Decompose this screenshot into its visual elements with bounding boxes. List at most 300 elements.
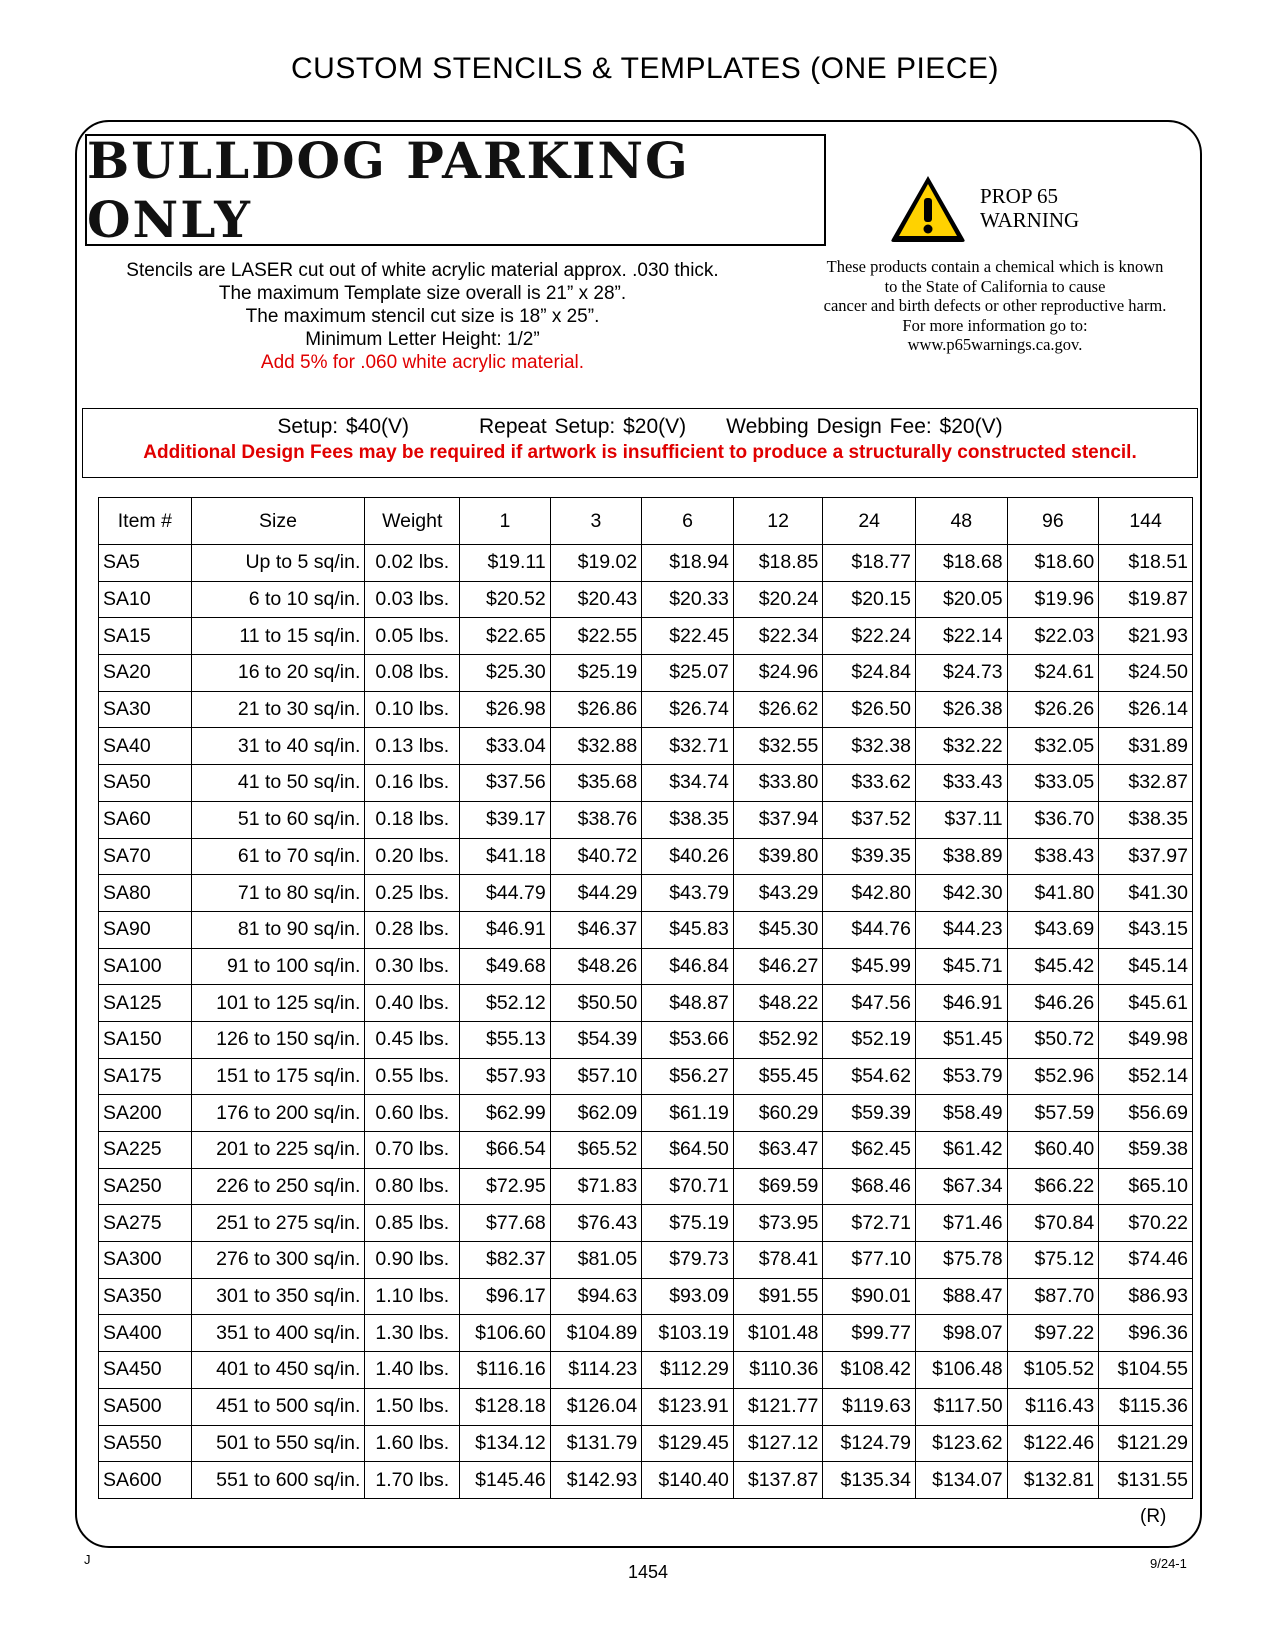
price-cell: $103.19 (642, 1315, 734, 1352)
price-cell: $82.37 (460, 1242, 551, 1279)
price-cell: $20.33 (642, 581, 734, 618)
price-cell: $121.77 (733, 1388, 822, 1425)
table-row (99, 1242, 1193, 1279)
price-cell: $121.29 (1099, 1425, 1193, 1462)
table-row (99, 1388, 1193, 1425)
price-cell: $26.74 (642, 691, 734, 728)
weight-cell: 0.30 lbs. (365, 948, 460, 985)
price-cell: $106.48 (916, 1352, 1008, 1389)
price-cell: $31.89 (1099, 728, 1193, 765)
price-cell: $116.43 (1007, 1388, 1099, 1425)
size-cell: Up to 5 sq/in. (191, 545, 365, 582)
price-cell: $45.30 (733, 911, 822, 948)
size-cell: 61 to 70 sq/in. (191, 838, 365, 875)
price-cell: $60.40 (1007, 1132, 1099, 1169)
item-number-cell: SA250 (99, 1168, 192, 1205)
item-number-cell: SA225 (99, 1132, 192, 1169)
price-cell: $46.27 (733, 948, 822, 985)
price-cell: $44.29 (550, 875, 642, 912)
price-cell: $75.78 (916, 1242, 1008, 1279)
size-cell: 226 to 250 sq/in. (191, 1168, 365, 1205)
price-cell: $96.17 (460, 1278, 551, 1315)
item-number-cell: SA275 (99, 1205, 192, 1242)
warning-triangle-icon (888, 172, 968, 244)
header-weight: Weight (365, 498, 460, 545)
price-cell: $26.86 (550, 691, 642, 728)
price-cell: $61.42 (916, 1132, 1008, 1169)
item-number-cell: SA450 (99, 1352, 192, 1389)
price-cell: $35.68 (550, 765, 642, 802)
item-number-cell: SA30 (99, 691, 192, 728)
spec-line: The maximum Template size overall is 21” x 28”. (218, 283, 627, 304)
price-cell: $55.45 (733, 1058, 822, 1095)
size-cell: 11 to 15 sq/in. (191, 618, 365, 655)
size-cell: 276 to 300 sq/in. (191, 1242, 365, 1279)
price-cell: $70.71 (642, 1168, 734, 1205)
size-cell: 251 to 275 sq/in. (191, 1205, 365, 1242)
price-cell: $32.71 (642, 728, 734, 765)
setup-fee: Setup: $40(V) (277, 415, 409, 438)
price-cell: $115.36 (1099, 1388, 1193, 1425)
spec-note: Add 5% for .060 white acrylic material. (260, 352, 585, 373)
price-cell: $137.87 (733, 1462, 822, 1499)
price-cell: $70.22 (1099, 1205, 1193, 1242)
price-cell: $106.60 (460, 1315, 551, 1352)
price-cell: $112.29 (642, 1352, 734, 1389)
price-cell: $26.98 (460, 691, 551, 728)
price-cell: $127.12 (733, 1425, 822, 1462)
weight-cell: 0.25 lbs. (365, 875, 460, 912)
price-cell: $39.35 (823, 838, 916, 875)
price-cell: $64.50 (642, 1132, 734, 1169)
registered-mark: (R) (1140, 1506, 1167, 1527)
price-cell: $40.72 (550, 838, 642, 875)
price-cell: $39.17 (460, 801, 551, 838)
price-cell: $19.11 (460, 545, 551, 582)
header-qty-1: 1 (460, 498, 551, 545)
price-cell: $124.79 (823, 1425, 916, 1462)
table-row (99, 1021, 1193, 1058)
price-cell: $42.80 (823, 875, 916, 912)
price-cell: $98.07 (916, 1315, 1008, 1352)
price-cell: $52.19 (823, 1021, 916, 1058)
size-cell: 41 to 50 sq/in. (191, 765, 365, 802)
price-cell: $38.89 (916, 838, 1008, 875)
price-cell: $68.46 (823, 1168, 916, 1205)
price-cell: $47.56 (823, 985, 916, 1022)
price-cell: $123.62 (916, 1425, 1008, 1462)
price-cell: $33.80 (733, 765, 822, 802)
price-cell: $26.62 (733, 691, 822, 728)
price-cell: $25.07 (642, 655, 734, 692)
price-cell: $49.98 (1099, 1021, 1193, 1058)
table-row (99, 1058, 1193, 1095)
header-item: Item # (99, 498, 192, 545)
size-cell: 126 to 150 sq/in. (191, 1021, 365, 1058)
price-cell: $145.46 (460, 1462, 551, 1499)
price-cell: $77.10 (823, 1242, 916, 1279)
price-cell: $26.50 (823, 691, 916, 728)
item-number-cell: SA500 (99, 1388, 192, 1425)
price-cell: $37.56 (460, 765, 551, 802)
weight-cell: 0.03 lbs. (365, 581, 460, 618)
price-cell: $81.05 (550, 1242, 642, 1279)
price-cell: $126.04 (550, 1388, 642, 1425)
price-cell: $70.84 (1007, 1205, 1099, 1242)
price-cell: $38.35 (1099, 801, 1193, 838)
price-cell: $57.59 (1007, 1095, 1099, 1132)
table-header-row (99, 498, 1193, 545)
price-cell: $26.26 (1007, 691, 1099, 728)
price-cell: $18.77 (823, 545, 916, 582)
weight-cell: 0.20 lbs. (365, 838, 460, 875)
size-cell: 51 to 60 sq/in. (191, 801, 365, 838)
prop65-label-line1: PROP 65 (980, 184, 1059, 208)
price-cell: $52.14 (1099, 1058, 1193, 1095)
price-cell: $72.95 (460, 1168, 551, 1205)
weight-cell: 0.40 lbs. (365, 985, 460, 1022)
table-row (99, 801, 1193, 838)
item-number-cell: SA80 (99, 875, 192, 912)
weight-cell: 0.05 lbs. (365, 618, 460, 655)
price-cell: $78.41 (733, 1242, 822, 1279)
price-cell: $33.05 (1007, 765, 1099, 802)
price-cell: $32.05 (1007, 728, 1099, 765)
size-cell: 151 to 175 sq/in. (191, 1058, 365, 1095)
price-cell: $71.46 (916, 1205, 1008, 1242)
setup-fees-line (83, 415, 1197, 439)
price-cell: $22.24 (823, 618, 916, 655)
price-cell: $105.52 (1007, 1352, 1099, 1389)
price-cell: $51.45 (916, 1021, 1008, 1058)
weight-cell: 0.90 lbs. (365, 1242, 460, 1279)
weight-cell: 1.50 lbs. (365, 1388, 460, 1425)
table-row (99, 1315, 1193, 1352)
price-cell: $33.43 (916, 765, 1008, 802)
table-row (99, 911, 1193, 948)
price-cell: $20.05 (916, 581, 1008, 618)
header-qty-48: 48 (916, 498, 1008, 545)
item-number-cell: SA200 (99, 1095, 192, 1132)
price-cell: $58.49 (916, 1095, 1008, 1132)
item-number-cell: SA60 (99, 801, 192, 838)
price-cell: $66.54 (460, 1132, 551, 1169)
price-cell: $66.22 (1007, 1168, 1099, 1205)
price-cell: $25.30 (460, 655, 551, 692)
item-number-cell: SA400 (99, 1315, 192, 1352)
table-row (99, 545, 1193, 582)
prop65-label (980, 184, 1079, 232)
price-cell: $108.42 (823, 1352, 916, 1389)
price-cell: $53.66 (642, 1021, 734, 1058)
price-cell: $37.97 (1099, 838, 1193, 875)
price-cell: $18.51 (1099, 545, 1193, 582)
price-cell: $22.45 (642, 618, 734, 655)
price-cell: $116.16 (460, 1352, 551, 1389)
price-cell: $38.43 (1007, 838, 1099, 875)
price-cell: $22.65 (460, 618, 551, 655)
price-cell: $18.85 (733, 545, 822, 582)
spec-line: The maximum stencil cut size is 18” x 25”. (245, 306, 600, 327)
price-cell: $41.30 (1099, 875, 1193, 912)
item-number-cell: SA90 (99, 911, 192, 948)
item-number-cell: SA10 (99, 581, 192, 618)
prop65-text-line: www.p65warnings.ca.gov. (907, 335, 1083, 354)
price-cell: $37.94 (733, 801, 822, 838)
table-row (99, 985, 1193, 1022)
price-cell: $18.68 (916, 545, 1008, 582)
weight-cell: 0.80 lbs. (365, 1168, 460, 1205)
price-cell: $104.89 (550, 1315, 642, 1352)
banner-text: BULLDOG PARKING ONLY (87, 131, 690, 249)
price-cell: $42.30 (916, 875, 1008, 912)
price-table (98, 497, 1193, 1499)
header-qty-24: 24 (823, 498, 916, 545)
item-number-cell: SA600 (99, 1462, 192, 1499)
price-cell: $46.91 (916, 985, 1008, 1022)
price-cell: $62.99 (460, 1095, 551, 1132)
size-cell: 71 to 80 sq/in. (191, 875, 365, 912)
prop65-text-line: to the State of California to cause (884, 276, 1106, 296)
price-cell: $32.38 (823, 728, 916, 765)
weight-cell: 0.70 lbs. (365, 1132, 460, 1169)
price-cell: $104.55 (1099, 1352, 1193, 1389)
weight-cell: 0.18 lbs. (365, 801, 460, 838)
price-cell: $48.26 (550, 948, 642, 985)
weight-cell: 1.40 lbs. (365, 1352, 460, 1389)
table-row (99, 1352, 1193, 1389)
item-number-cell: SA100 (99, 948, 192, 985)
price-cell: $91.55 (733, 1278, 822, 1315)
price-cell: $24.50 (1099, 655, 1193, 692)
weight-cell: 0.13 lbs. (365, 728, 460, 765)
price-cell: $62.09 (550, 1095, 642, 1132)
price-cell: $22.55 (550, 618, 642, 655)
price-cell: $37.52 (823, 801, 916, 838)
header-qty-144: 144 (1099, 498, 1193, 545)
price-cell: $20.15 (823, 581, 916, 618)
price-cell: $20.43 (550, 581, 642, 618)
price-cell: $69.59 (733, 1168, 822, 1205)
size-cell: 401 to 450 sq/in. (191, 1352, 365, 1389)
price-cell: $24.84 (823, 655, 916, 692)
price-cell: $32.87 (1099, 765, 1193, 802)
table-row (99, 691, 1193, 728)
weight-cell: 0.02 lbs. (365, 545, 460, 582)
prop65-text-line: For more information go to: (902, 315, 1088, 335)
header-qty-3: 3 (550, 498, 642, 545)
price-cell: $123.91 (642, 1388, 734, 1425)
weight-cell: 1.10 lbs. (365, 1278, 460, 1315)
price-cell: $54.39 (550, 1021, 642, 1058)
table-row (99, 655, 1193, 692)
price-cell: $57.10 (550, 1058, 642, 1095)
price-cell: $45.61 (1099, 985, 1193, 1022)
table-row (99, 838, 1193, 875)
price-cell: $36.70 (1007, 801, 1099, 838)
price-cell: $76.43 (550, 1205, 642, 1242)
price-cell: $52.96 (1007, 1058, 1099, 1095)
price-cell: $44.23 (916, 911, 1008, 948)
price-cell: $41.80 (1007, 875, 1099, 912)
price-cell: $60.29 (733, 1095, 822, 1132)
price-cell: $67.34 (916, 1168, 1008, 1205)
size-cell: 176 to 200 sq/in. (191, 1095, 365, 1132)
table-row (99, 1278, 1193, 1315)
price-cell: $52.12 (460, 985, 551, 1022)
item-number-cell: SA350 (99, 1278, 192, 1315)
price-cell: $59.38 (1099, 1132, 1193, 1169)
price-cell: $99.77 (823, 1315, 916, 1352)
price-cell: $122.46 (1007, 1425, 1099, 1462)
footer-date-code: 9/24-1 (1150, 1556, 1187, 1571)
table-row (99, 765, 1193, 802)
price-cell: $32.55 (733, 728, 822, 765)
price-cell: $88.47 (916, 1278, 1008, 1315)
price-cell: $22.14 (916, 618, 1008, 655)
material-specs (90, 259, 755, 374)
table-row (99, 728, 1193, 765)
price-cell: $46.37 (550, 911, 642, 948)
price-cell: $142.93 (550, 1462, 642, 1499)
price-cell: $41.18 (460, 838, 551, 875)
size-cell: 351 to 400 sq/in. (191, 1315, 365, 1352)
price-cell: $26.14 (1099, 691, 1193, 728)
price-table-body (99, 545, 1193, 1499)
price-cell: $19.96 (1007, 581, 1099, 618)
price-cell: $86.93 (1099, 1278, 1193, 1315)
item-number-cell: SA175 (99, 1058, 192, 1095)
price-cell: $18.94 (642, 545, 734, 582)
table-row (99, 948, 1193, 985)
price-cell: $56.27 (642, 1058, 734, 1095)
price-cell: $73.95 (733, 1205, 822, 1242)
price-cell: $21.93 (1099, 618, 1193, 655)
price-cell: $117.50 (916, 1388, 1008, 1425)
price-cell: $75.12 (1007, 1242, 1099, 1279)
price-cell: $18.60 (1007, 545, 1099, 582)
size-cell: 81 to 90 sq/in. (191, 911, 365, 948)
item-number-cell: SA20 (99, 655, 192, 692)
price-cell: $134.07 (916, 1462, 1008, 1499)
price-cell: $33.62 (823, 765, 916, 802)
header-qty-12: 12 (733, 498, 822, 545)
price-cell: $40.26 (642, 838, 734, 875)
price-cell: $61.19 (642, 1095, 734, 1132)
price-cell: $101.48 (733, 1315, 822, 1352)
price-cell: $20.52 (460, 581, 551, 618)
price-cell: $94.63 (550, 1278, 642, 1315)
price-cell: $48.87 (642, 985, 734, 1022)
page-number: 1454 (627, 1562, 669, 1582)
size-cell: 21 to 30 sq/in. (191, 691, 365, 728)
price-cell: $57.93 (460, 1058, 551, 1095)
price-cell: $19.87 (1099, 581, 1193, 618)
price-cell: $44.76 (823, 911, 916, 948)
price-cell: $77.68 (460, 1205, 551, 1242)
table-row (99, 1425, 1193, 1462)
table-row (99, 581, 1193, 618)
price-cell: $55.13 (460, 1021, 551, 1058)
repeat-setup-fee: Repeat Setup: $20(V) (479, 415, 687, 438)
header-size: Size (191, 498, 365, 545)
price-cell: $45.99 (823, 948, 916, 985)
size-cell: 451 to 500 sq/in. (191, 1388, 365, 1425)
prop65-text-line: cancer and birth defects or other reproductive harm. (823, 296, 1167, 315)
table-row (99, 618, 1193, 655)
price-cell: $46.84 (642, 948, 734, 985)
price-cell: $87.70 (1007, 1278, 1099, 1315)
price-cell: $24.96 (733, 655, 822, 692)
price-cell: $97.22 (1007, 1315, 1099, 1352)
table-row (99, 1095, 1193, 1132)
price-cell: $32.88 (550, 728, 642, 765)
stencil-sample-banner (85, 131, 826, 249)
price-cell: $72.71 (823, 1205, 916, 1242)
price-cell: $52.92 (733, 1021, 822, 1058)
price-cell: $119.63 (823, 1388, 916, 1425)
size-cell: 101 to 125 sq/in. (191, 985, 365, 1022)
item-number-cell: SA50 (99, 765, 192, 802)
price-cell: $49.68 (460, 948, 551, 985)
price-cell: $32.22 (916, 728, 1008, 765)
design-fee-note: Additional Design Fees may be required if artwork is insufficient to produce a structurally constructed stencil. (143, 442, 1137, 463)
price-cell: $63.47 (733, 1132, 822, 1169)
price-cell: $25.19 (550, 655, 642, 692)
price-cell: $43.29 (733, 875, 822, 912)
size-cell: 301 to 350 sq/in. (191, 1278, 365, 1315)
item-number-cell: SA550 (99, 1425, 192, 1462)
size-cell: 31 to 40 sq/in. (191, 728, 365, 765)
price-cell: $96.36 (1099, 1315, 1193, 1352)
price-cell: $50.72 (1007, 1021, 1099, 1058)
size-cell: 16 to 20 sq/in. (191, 655, 365, 692)
weight-cell: 0.85 lbs. (365, 1205, 460, 1242)
item-number-cell: SA150 (99, 1021, 192, 1058)
price-cell: $71.83 (550, 1168, 642, 1205)
table-row (99, 875, 1193, 912)
size-cell: 91 to 100 sq/in. (191, 948, 365, 985)
prop65-text-line: These products contain a chemical which is known (826, 257, 1164, 276)
setup-fees-box (82, 408, 1198, 478)
price-cell: $114.23 (550, 1352, 642, 1389)
item-number-cell: SA5 (99, 545, 192, 582)
size-cell: 6 to 10 sq/in. (191, 581, 365, 618)
size-cell: 201 to 225 sq/in. (191, 1132, 365, 1169)
price-cell: $19.02 (550, 545, 642, 582)
spec-line: Minimum Letter Height: 1/2” (305, 329, 540, 350)
price-cell: $129.45 (642, 1425, 734, 1462)
price-cell: $33.04 (460, 728, 551, 765)
item-number-cell: SA125 (99, 985, 192, 1022)
price-cell: $50.50 (550, 985, 642, 1022)
price-cell: $53.79 (916, 1058, 1008, 1095)
price-cell: $45.71 (916, 948, 1008, 985)
price-cell: $39.80 (733, 838, 822, 875)
weight-cell: 0.45 lbs. (365, 1021, 460, 1058)
price-cell: $65.10 (1099, 1168, 1193, 1205)
table-row (99, 1205, 1193, 1242)
price-cell: $62.45 (823, 1132, 916, 1169)
price-cell: $38.35 (642, 801, 734, 838)
table-row (99, 1132, 1193, 1169)
webbing-design-fee: Webbing Design Fee: $20(V) (726, 415, 1003, 438)
price-cell: $65.52 (550, 1132, 642, 1169)
price-cell: $128.18 (460, 1388, 551, 1425)
weight-cell: 0.60 lbs. (365, 1095, 460, 1132)
weight-cell: 1.70 lbs. (365, 1462, 460, 1499)
size-cell: 501 to 550 sq/in. (191, 1425, 365, 1462)
